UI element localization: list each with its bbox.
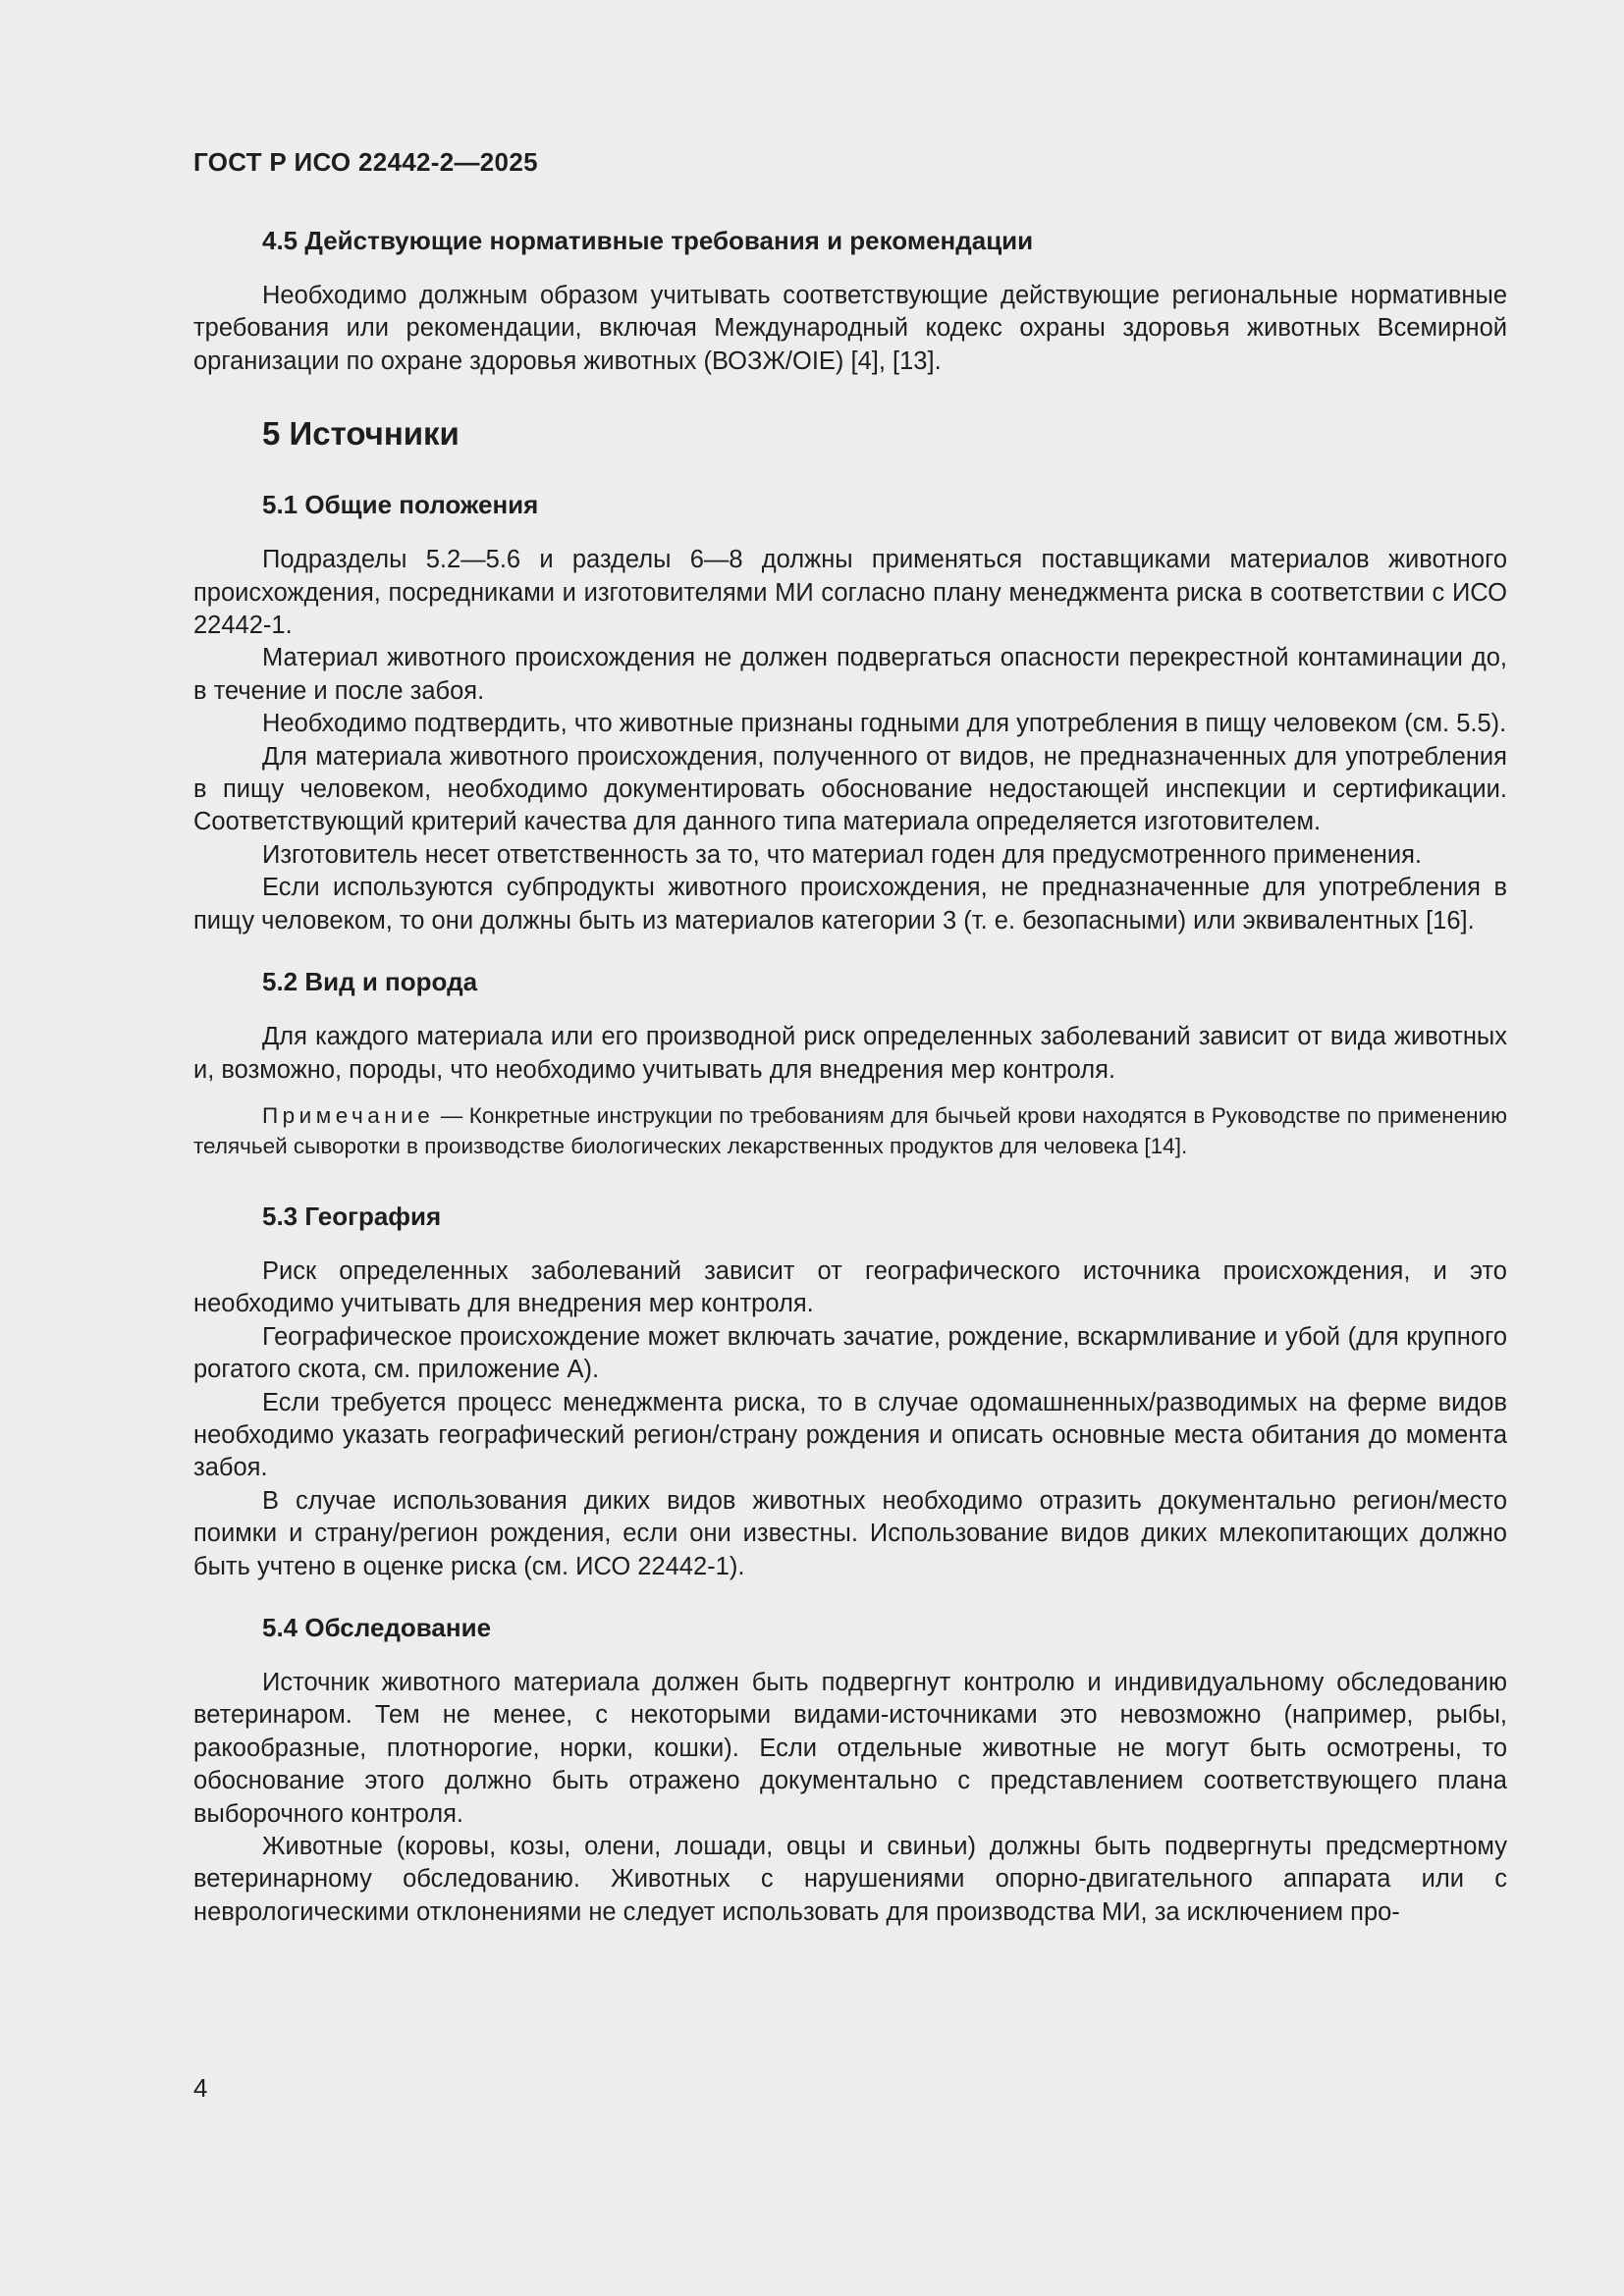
- paragraph: Географическое происхождение может включать зачатие, рождение, вскармливание и убой (для крупного рогатого скота, см. приложение А).: [193, 1322, 1507, 1384]
- paragraph: Если требуется процесс менеджмента риска, то в случае одомашненных/разводимых на ферме видов необходимо указать географический регион/страну рождения и описать основные места обитания до момента забоя.: [193, 1388, 1507, 1482]
- document-header: ГОСТ Р ИСО 22442-2—2025: [193, 147, 538, 177]
- paragraph: Животные (коровы, козы, олени, лошади, овцы и свиньи) должны быть подвергнуты предсмертному ветеринарному обследованию. Животных с нарушениями опорно-двигательного аппарата или с неврологическими отклонениями не следует использовать для производства МИ, за исключением про-: [193, 1833, 1507, 1926]
- paragraph: Источник животного материала должен быть подвергнут контролю и индивидуальному обследованию ветеринаром. Тем не менее, с некоторыми видами-источниками это невозможно (например, рыбы, ракообразные, плотнорогие, норки, кошки). Если отдельные животные не могут быть осмотрены, то обоснование этого должно быть отражено документально с представлением соответствующего плана выборочного контроля.: [193, 1668, 1507, 1828]
- paragraph: Для материала животного происхождения, полученного от видов, не предназначенных для употребления в пищу человеком, необходимо документировать обоснование недостающей инспекции и сертификации. Соответствующий критерий качества для данного типа материала определяется изготовителем.: [193, 742, 1507, 836]
- paragraph: Необходимо подтвердить, что животные признаны годными для употребления в пищу человеком (см. 5.5).: [262, 710, 1507, 738]
- paragraph: Для каждого материала или его производной риск определенных заболеваний зависит от вида животных и, возможно, породы, что необходимо учитывать для внедрения мер контроля.: [193, 1023, 1507, 1084]
- note-text: — Конкретные инструкции по требованиям для бычьей крови находятся в Руководстве по применению телячьей сыворотки в производстве биологических лекарственных продуктов для человека [14].: [193, 1102, 1507, 1158]
- paragraph: Изготовитель несет ответственность за то, что материал годен для предусмотренного применения.: [262, 840, 1423, 869]
- paragraph: Подразделы 5.2—5.6 и разделы 6—8 должны применяться поставщиками материалов животного происхождения, посредниками и изготовителями МИ согласно плану менеджмента риска в соответствии с ИСО 22442-1.: [193, 546, 1507, 640]
- heading-5-1: 5.1 Общие положения: [262, 490, 539, 520]
- paragraph: В случае использования диких видов животных необходимо отразить документально регион/место поимки и страну/регион рождения, если они известны. Использование видов диких млекопитающих должно быть учтено в оценке риска (см. ИСО 22442-1).: [193, 1486, 1507, 1580]
- page-number: 4: [193, 2073, 208, 2103]
- paragraph: Если используются субпродукты животного происхождения, не предназначенные для употребления в пищу человеком, то они должны быть из материалов категории 3 (т. е. безопасными) или эквивалентных [16].: [193, 874, 1507, 934]
- heading-5-3: 5.3 География: [262, 1201, 442, 1231]
- heading-5: 5 Источники: [262, 415, 460, 453]
- heading-5-4: 5.4 Обследование: [262, 1612, 492, 1642]
- heading-5-2: 5.2 Вид и порода: [262, 967, 478, 997]
- paragraph: Материал животного происхождения не должен подвергаться опасности перекрестной контаминации до, в течение и после забоя.: [193, 644, 1507, 705]
- note-label: Примечание: [262, 1102, 435, 1128]
- heading-4-5: 4.5 Действующие нормативные требования и рекомендации: [262, 226, 1034, 255]
- paragraph: Риск определенных заболеваний зависит от географического источника происхождения, и это необходимо учитывать для внедрения мер контроля.: [193, 1256, 1507, 1318]
- note: [193, 1100, 1507, 1161]
- page-body: [193, 221, 1507, 1929]
- paragraph: Необходимо должным образом учитывать соответствующие действующие региональные нормативные требования или рекомендации, включая Международный кодекс охраны здоровья животных Всемирной организации по охране здоровья животных (ВОЗЖ/OIE) [4], [13].: [193, 282, 1507, 375]
